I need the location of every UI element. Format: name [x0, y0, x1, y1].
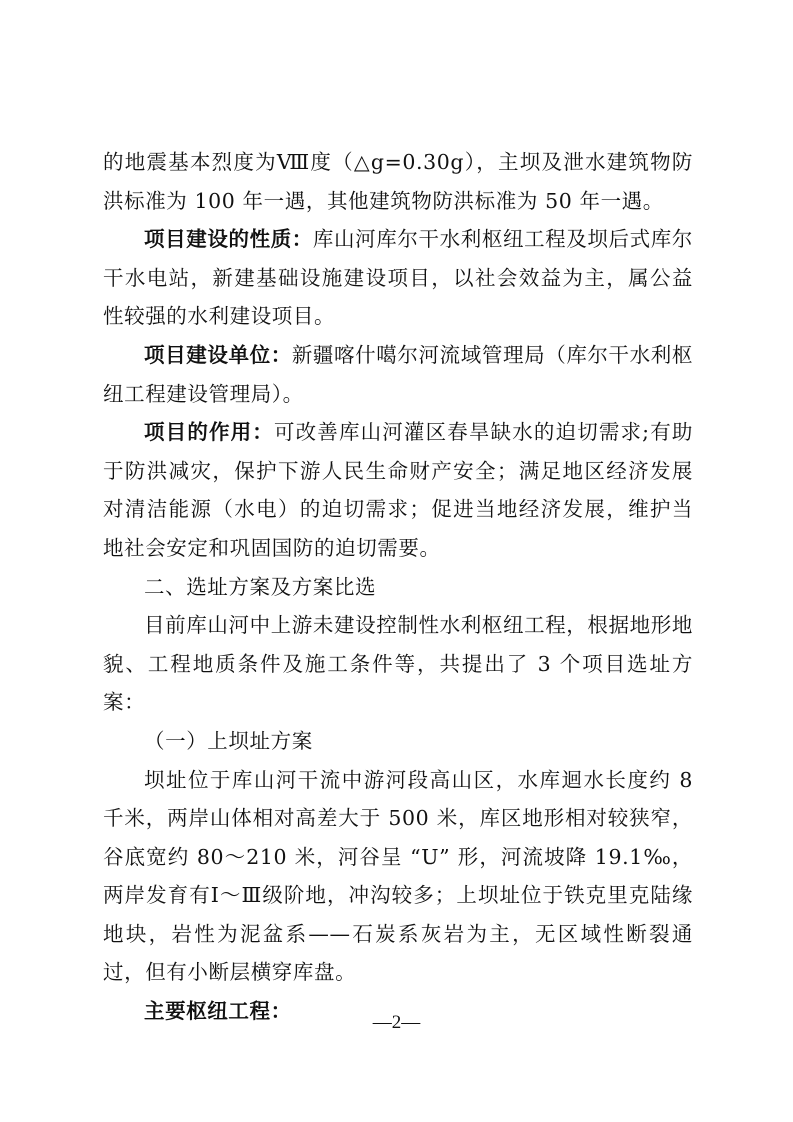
- label-construction-unit: 项目建设单位：: [144, 342, 292, 367]
- label-project-nature: 项目建设的性质：: [144, 227, 313, 252]
- section-heading-site-selection: 二、选址方案及方案比选: [144, 574, 377, 599]
- label-project-role: 项目的作用：: [144, 420, 274, 445]
- paragraph-site-overview: 目前库山河中上游未建设控制性水利枢纽工程，根据地形地貌、工程地质条件及施工条件等，共提出了 3 个项目选址方案：: [103, 613, 693, 715]
- body-text: [103, 143, 693, 1031]
- subsection-heading-upper-dam: （一）上坝址方案: [144, 728, 313, 753]
- paragraph-construction-unit: [103, 336, 693, 413]
- paragraph-project-nature: [103, 220, 693, 336]
- paragraph-project-role: [103, 413, 693, 567]
- paragraph-upper-dam-description: 坝址位于库山河干流中游河段高山区，水库迴水长度约 8 千米，两岸山体相对高差大于 500 米，库区地形相对较狭窄，谷底宽约 80～210 米，河谷呈 “U” 形，河流坡降 19.1‰，两岸发育有Ⅰ～Ⅲ级阶地，冲沟较多；上坝址位于铁克里克陆缘地块，岩性为泥盆系——石炭系灰岩为主，无区域性断裂通过，但有小断层横穿库盘。: [103, 767, 693, 985]
- page-number: —2—: [372, 1012, 421, 1033]
- text-project-nature: 库山河库尔干水利枢纽工程及坝后式库尔干水电站，新建基础设施建设项目，以社会效益为主，属公益性较强的水利建设项目。: [103, 227, 693, 329]
- paragraph-seismic: 的地震基本烈度为Ⅷ度（△g=0.30g），主坝及泄水建筑物防洪标准为 100 年一遇，其他建筑物防洪标准为 50 年一遇。: [103, 150, 693, 213]
- text-project-role: 可改善库山河灌区春旱缺水的迫切需求;有助于防洪减灾，保护下游人民生命财产安全；满足地区经济发展对清洁能源（水电）的迫切需求；促进当地经济发展，维护当地社会安定和巩固国防的迫切需要。: [103, 420, 694, 560]
- text-construction-unit: 新疆喀什噶尔河流域管理局（库尔干水利枢纽工程建设管理局）。: [103, 342, 693, 406]
- label-main-works: 主要枢纽工程：: [144, 999, 292, 1024]
